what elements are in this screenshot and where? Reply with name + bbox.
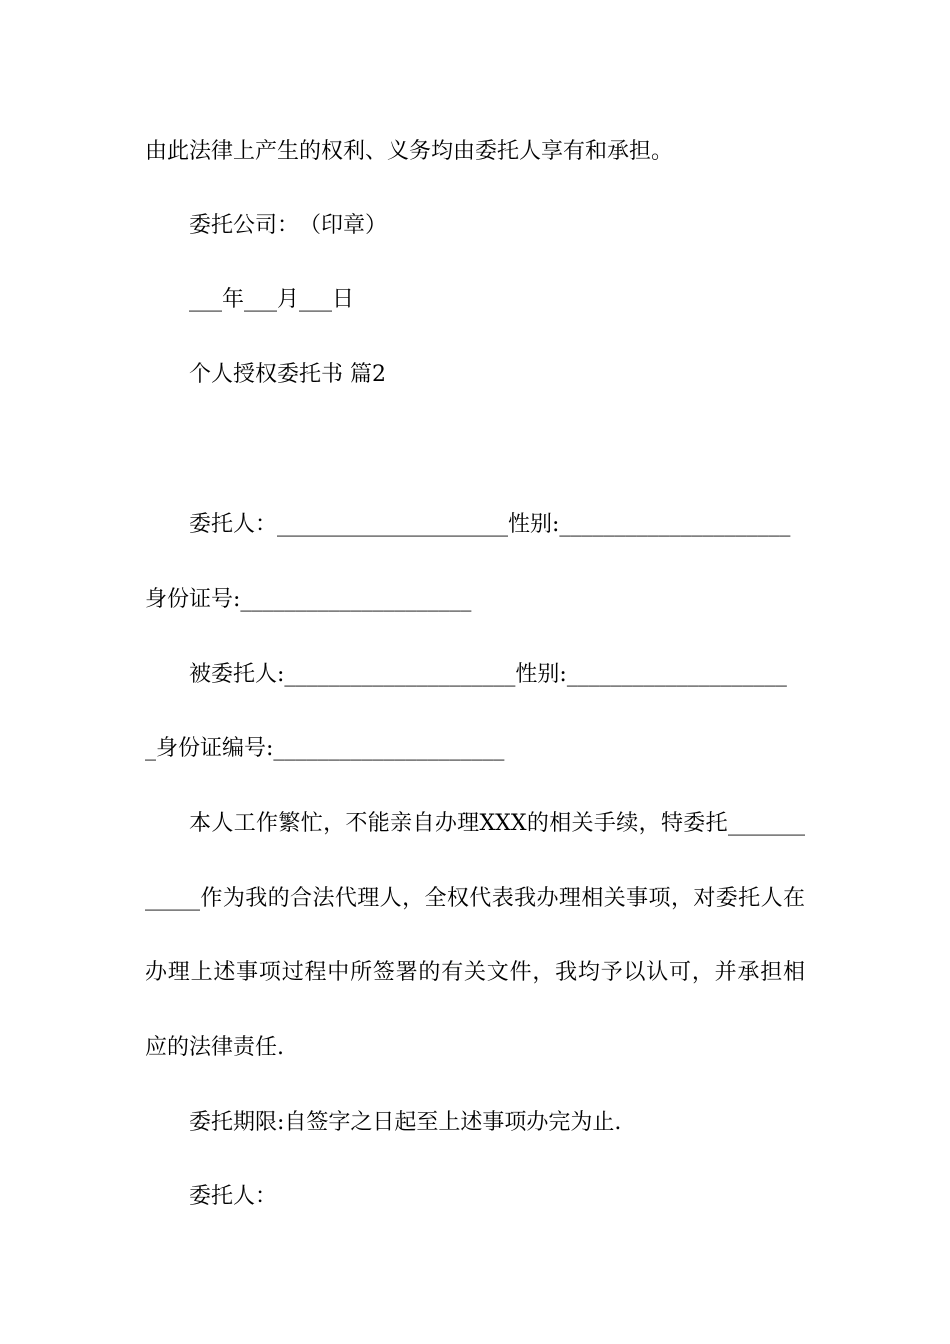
agent-gender-line: 被委托人:_____________________性别:____________________: [189, 662, 787, 687]
paragraph-rights-line: 由此法律上产生的权利、义务均由委托人享有和承担。: [145, 139, 674, 164]
principal-signature-line: 委托人：: [189, 1184, 278, 1209]
body-paragraph-line-1: 本人工作繁忙，不能亲自办理XXX的相关手续，特委托_______: [189, 811, 805, 836]
section-title: 个人授权委托书 篇2: [189, 362, 386, 387]
body-paragraph-line-2: _____作为我的合法代理人，全权代表我办理相关事项，对委托人在: [145, 886, 805, 911]
principal-gender-line: 委托人：_____________________性别:_____________________: [189, 512, 791, 537]
principal-id-line: 身份证号:_____________________: [145, 587, 472, 612]
agent-id-line: _身份证编号:_____________________: [145, 736, 505, 761]
date-line: ___年___月___日: [189, 287, 355, 312]
entrusting-company-seal-line: 委托公司： （印章）: [189, 213, 388, 238]
body-paragraph-line-4: 应的法律责任.: [145, 1035, 284, 1060]
body-paragraph-line-3: 办理上述事项过程中所签署的有关文件，我均予以认可，并承担相: [145, 960, 805, 985]
entrustment-period-line: 委托期限:自签字之日起至上述事项办完为止.: [189, 1110, 622, 1135]
